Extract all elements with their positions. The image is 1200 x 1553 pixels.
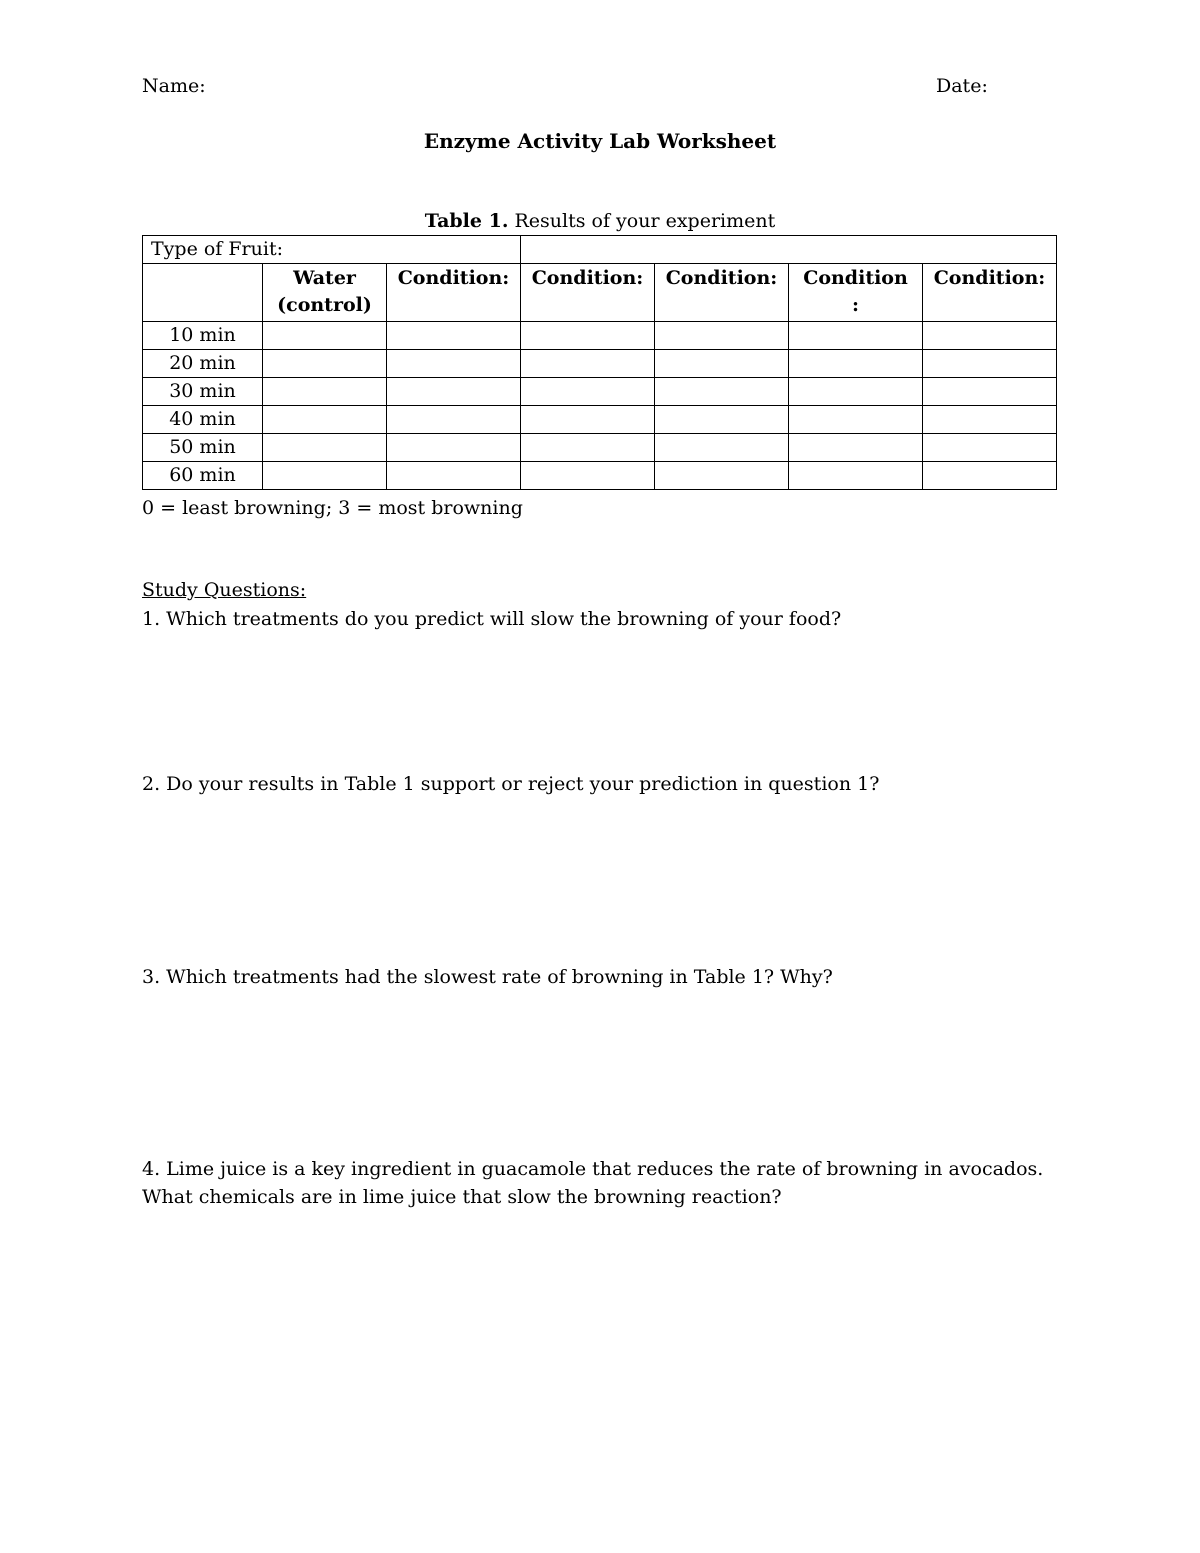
data-cell[interactable]	[263, 434, 387, 462]
column-header-line1: Condition:	[531, 267, 644, 289]
time-label: 20 min	[143, 350, 263, 378]
data-cell[interactable]	[789, 462, 923, 490]
column-header-condition[interactable]	[923, 264, 1057, 322]
fruit-type-cell[interactable]	[143, 236, 521, 264]
data-cell[interactable]	[263, 406, 387, 434]
data-cell[interactable]	[263, 322, 387, 350]
column-header-condition[interactable]	[521, 264, 655, 322]
data-cell[interactable]	[789, 350, 923, 378]
date-label: Date:	[936, 75, 988, 97]
data-cell[interactable]	[387, 350, 521, 378]
data-cell[interactable]	[923, 350, 1057, 378]
table-row	[143, 378, 1057, 406]
data-cell[interactable]	[263, 350, 387, 378]
column-header-line1: Condition:	[665, 267, 778, 289]
column-header-line1: Water	[293, 267, 356, 289]
table-row	[143, 434, 1057, 462]
column-header-water	[263, 264, 387, 322]
time-label: 60 min	[143, 462, 263, 490]
data-cell[interactable]	[923, 462, 1057, 490]
column-header-condition[interactable]	[655, 264, 789, 322]
data-cell[interactable]	[521, 462, 655, 490]
column-header-row	[143, 264, 1057, 322]
data-cell[interactable]	[655, 406, 789, 434]
fruit-type-label: Type of Fruit:	[151, 238, 283, 260]
table-row	[143, 322, 1057, 350]
table-row	[143, 406, 1057, 434]
data-cell[interactable]	[923, 322, 1057, 350]
data-cell[interactable]	[923, 378, 1057, 406]
column-header-line1: Condition	[803, 267, 908, 289]
question-2: 2. Do your results in Table 1 support or reject your prediction in question 1?	[142, 773, 880, 795]
browning-scale-legend: 0 = least browning; 3 = most browning	[142, 497, 523, 519]
data-cell[interactable]	[789, 434, 923, 462]
data-cell[interactable]	[655, 322, 789, 350]
column-header-condition[interactable]	[387, 264, 521, 322]
data-cell[interactable]	[521, 322, 655, 350]
time-label: 40 min	[143, 406, 263, 434]
data-cell[interactable]	[521, 378, 655, 406]
study-questions-heading: Study Questions:	[142, 579, 307, 601]
data-cell[interactable]	[387, 406, 521, 434]
data-cell[interactable]	[387, 322, 521, 350]
data-cell[interactable]	[263, 462, 387, 490]
data-cell[interactable]	[387, 462, 521, 490]
question-1: 1. Which treatments do you predict will slow the browning of your food?	[142, 608, 842, 630]
corner-cell	[143, 264, 263, 322]
column-header-line1: Condition:	[933, 267, 1046, 289]
data-cell[interactable]	[655, 434, 789, 462]
data-cell[interactable]	[655, 378, 789, 406]
data-cell[interactable]	[521, 350, 655, 378]
data-cell[interactable]	[789, 378, 923, 406]
table-caption	[0, 210, 1200, 232]
data-cell[interactable]	[923, 406, 1057, 434]
data-cell[interactable]	[521, 406, 655, 434]
page-title: Enzyme Activity Lab Worksheet	[423, 129, 777, 153]
data-cell[interactable]	[387, 434, 521, 462]
data-cell[interactable]	[521, 434, 655, 462]
fruit-type-blank-cell[interactable]	[521, 236, 1057, 264]
results-table	[142, 235, 1057, 490]
data-cell[interactable]	[923, 434, 1057, 462]
time-label: 30 min	[143, 378, 263, 406]
data-cell[interactable]	[263, 378, 387, 406]
column-header-condition[interactable]	[789, 264, 923, 322]
data-cell[interactable]	[789, 322, 923, 350]
data-cell[interactable]	[789, 406, 923, 434]
time-label: 10 min	[143, 322, 263, 350]
table-caption-text: Results of your experiment	[508, 210, 776, 232]
question-3: 3. Which treatments had the slowest rate of browning in Table 1? Why?	[142, 966, 833, 988]
data-cell[interactable]	[655, 350, 789, 378]
time-label: 50 min	[143, 434, 263, 462]
column-header-line2: :	[851, 294, 859, 316]
column-header-line1: Condition:	[397, 267, 510, 289]
column-header-line2: (control)	[277, 294, 372, 316]
name-label: Name:	[142, 75, 206, 97]
fruit-row	[143, 236, 1057, 264]
data-cell[interactable]	[387, 378, 521, 406]
table-caption-label: Table 1.	[424, 210, 509, 232]
data-cell[interactable]	[655, 462, 789, 490]
question-4: 4. Lime juice is a key ingredient in guacamole that reduces the rate of browning in avocados. What chemicals are in lime juice that slow the browning reaction?	[142, 1158, 1044, 1208]
table-row	[143, 350, 1057, 378]
table-row	[143, 462, 1057, 490]
